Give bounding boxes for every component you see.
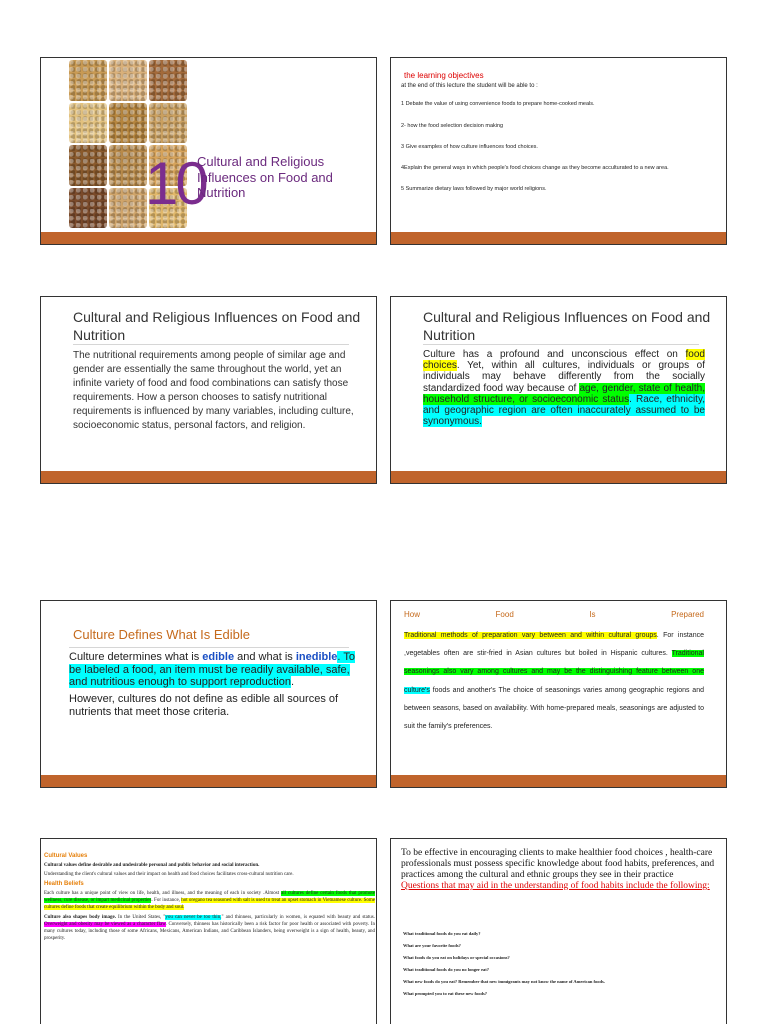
slide-body <box>69 651 359 722</box>
body-text: . <box>291 676 295 689</box>
objective-item: 4Explain the general ways in which people's food choices change as they become acculturated to a new area. <box>401 165 669 171</box>
body-text: Culture determines what is <box>69 651 203 663</box>
body-text: Cultural values define desirable and undesirable personal and public behavior and social interaction. <box>44 862 260 868</box>
slide-body <box>401 848 721 892</box>
keyword-inedible: inedible <box>295 651 338 663</box>
objectives-intro: at the end of this lecture the student will be able to : <box>401 83 538 89</box>
body-text: and what is <box>234 651 296 663</box>
slide-objectives <box>390 57 727 245</box>
grain-tile <box>69 103 107 144</box>
body-text: " and thinness, particularly in women, is equated with beauty and status. <box>221 914 375 920</box>
highlight-factors: age, gender, state of health, household structure, or socioeconomic status <box>423 382 706 405</box>
body-text: . For instance, <box>151 898 182 904</box>
keyword-edible: edible <box>202 651 235 663</box>
slide-edible <box>40 600 377 788</box>
highlight-food-choices: food choices <box>423 349 705 372</box>
objective-item: 3 Give examples of how culture influences food choices. <box>401 144 538 150</box>
body-text: Culture also shapes body image. <box>44 914 116 920</box>
highlight-race: . Race, ethnicity, and geographic region are often inaccurately assumed to be synonymous. <box>423 393 705 428</box>
highlight-flaw: Overweight and obesity may be viewed as a character flaw <box>44 921 166 927</box>
highlight-medicinal: all cultures define certain foods that promote wellness, cure disease, or impart medicinal properties <box>44 890 375 904</box>
chapter-number: 10 <box>145 150 206 217</box>
paragraph <box>69 651 359 689</box>
question-item: What are your favorite foods? <box>403 943 461 948</box>
question-list <box>403 931 718 1003</box>
objective-item: 1 Debate the value of using convenience foods to prepare home-cooked meals. <box>401 101 595 107</box>
body-text: Each culture has a unique point of view on life, health, and illness, and the meaning of each in society .Almost <box>44 890 282 896</box>
chapter-title: Cultural and Religious Influences on Food and Nutrition <box>197 154 333 201</box>
slide-title <box>40 57 377 245</box>
grain-tile <box>69 145 107 186</box>
footer-bar <box>41 232 376 244</box>
grain-tile <box>109 60 147 101</box>
highlight-oregano: hot oregano tea seasoned with salt is used to treat an upset stomach in Vietnamese culture. Some cultures define foods that create equilibrium within the body and soul. <box>44 898 376 911</box>
slide-body <box>423 349 705 427</box>
footer-bar <box>41 775 376 787</box>
question-item: What new foods do you eat? Remember that new immigrants may not know the name of American foods. <box>403 979 605 984</box>
paragraph: However, cultures do not define as edible all sources of nutrients that meet those criteria. <box>69 692 339 718</box>
paragraph <box>44 890 375 912</box>
slide-culture-effect <box>390 296 727 484</box>
highlight-cultures: culture's <box>404 686 430 694</box>
paragraph <box>44 862 375 869</box>
slide-intro <box>40 296 377 484</box>
subheading: Cultural Values <box>44 853 88 859</box>
subheading: Health Beliefs <box>44 881 84 888</box>
paragraph <box>44 914 375 943</box>
question-item: What foods do you eat on holidays or special occasions? <box>403 955 510 960</box>
slide-preparation <box>390 600 727 788</box>
highlight-seasonings: Traditional seasonings also vary among cultures and may be the distinguishing feature between one <box>404 650 704 676</box>
title-rule <box>73 344 349 345</box>
question-item: What traditional foods do you eat daily? <box>403 931 481 936</box>
slide-title-text: Cultural and Religious Influences on Food and Nutrition <box>423 309 711 343</box>
body-text: To be effective in encouraging clients to make healthier food choices , health-care professionals must possess specific knowledge about food habits, preferences, and practices among the cultural and ethnic groups they see in their practice <box>401 848 715 880</box>
slide-title-text: Cultural and Religious Influences on Food and Nutrition <box>73 309 361 343</box>
question-item: What traditional foods do you no longer eat? <box>403 967 490 972</box>
grain-tile <box>109 145 147 186</box>
slide-title-text: Culture Defines What Is Edible <box>73 627 251 642</box>
highlight-methods: Traditional methods of preparation vary between and within cultural groups <box>404 632 657 639</box>
title-rule <box>69 647 349 648</box>
highlight-definition: . To be labeled a food, an item must be readily available, safe, and nutritious enough to support reproduction <box>69 651 355 689</box>
slide-heading <box>404 610 704 619</box>
slide-body <box>404 627 704 736</box>
footer-bar <box>391 775 726 787</box>
grain-tile <box>69 60 107 101</box>
objectives-heading: the learning objectives <box>404 71 484 80</box>
body-text: In the United States, " <box>115 914 166 920</box>
body-text: . For instance ,vegetables often are stir-fried in Asian cultures but boiled in Hispanic cultures. <box>404 632 704 658</box>
slide-values <box>40 838 377 1024</box>
body-text: Culture has a profound and unconscious effect on <box>423 349 686 360</box>
heading-word: How <box>404 610 421 619</box>
grain-tile <box>109 188 147 229</box>
paragraph: Understanding the client's cultural values and their impact on health and food choices facilitates cross-cultural nutrition care. <box>44 871 294 877</box>
objective-item: 2- how the food selection decision making <box>401 123 504 129</box>
slide-body: The nutritional requirements among people of similar age and gender are essentially the same throughout the world, yet an infinite variety of food and food combinations can satisfy those requirements. How a person chooses to satisfy nutritional requirements is influenced by many variables, including culture, socioeconomic status, personal factors, and religion. <box>73 350 354 431</box>
question-item: What prompted you to eat these new foods? <box>403 991 488 996</box>
slide-body <box>44 851 375 945</box>
body-text: . Conversely, thinness has historically been a risk factor for poor health or associated with poverty. In many cultures today, including those of some Africans, Mexicans, American Indians, and Caribbean Islanders, being overweight is a sign of health, beauty, and prosperity. <box>44 921 376 942</box>
heading-word: Food <box>495 610 514 619</box>
grain-tile <box>69 188 107 229</box>
body-text: foods and another's The choice of seasonings varies among geographic regions and between seasons, based on availability. With home-prepared meals, seasonings are adjusted to suit the family's preferences. <box>404 686 704 730</box>
title-rule <box>423 344 699 345</box>
grain-tile <box>109 103 147 144</box>
heading-word: Prepared <box>671 610 704 619</box>
footer-bar <box>391 232 726 244</box>
questions-heading: Questions that may aid in the understanding of food habits include the following: <box>401 880 710 891</box>
grain-tile <box>149 103 187 144</box>
footer-bar <box>391 471 726 483</box>
objective-item: 5 Summarize dietary laws followed by major world religions. <box>401 186 547 192</box>
heading-word: Is <box>589 610 596 619</box>
highlight-thin: you can never be too thin, <box>165 914 222 920</box>
slide-questions <box>390 838 727 1024</box>
footer-bar <box>41 471 376 483</box>
body-text: . Yet, within all cultures, individuals or groups of individuals may behave differently from the socially standardized food way because of <box>423 360 705 394</box>
grain-tile <box>149 60 187 101</box>
